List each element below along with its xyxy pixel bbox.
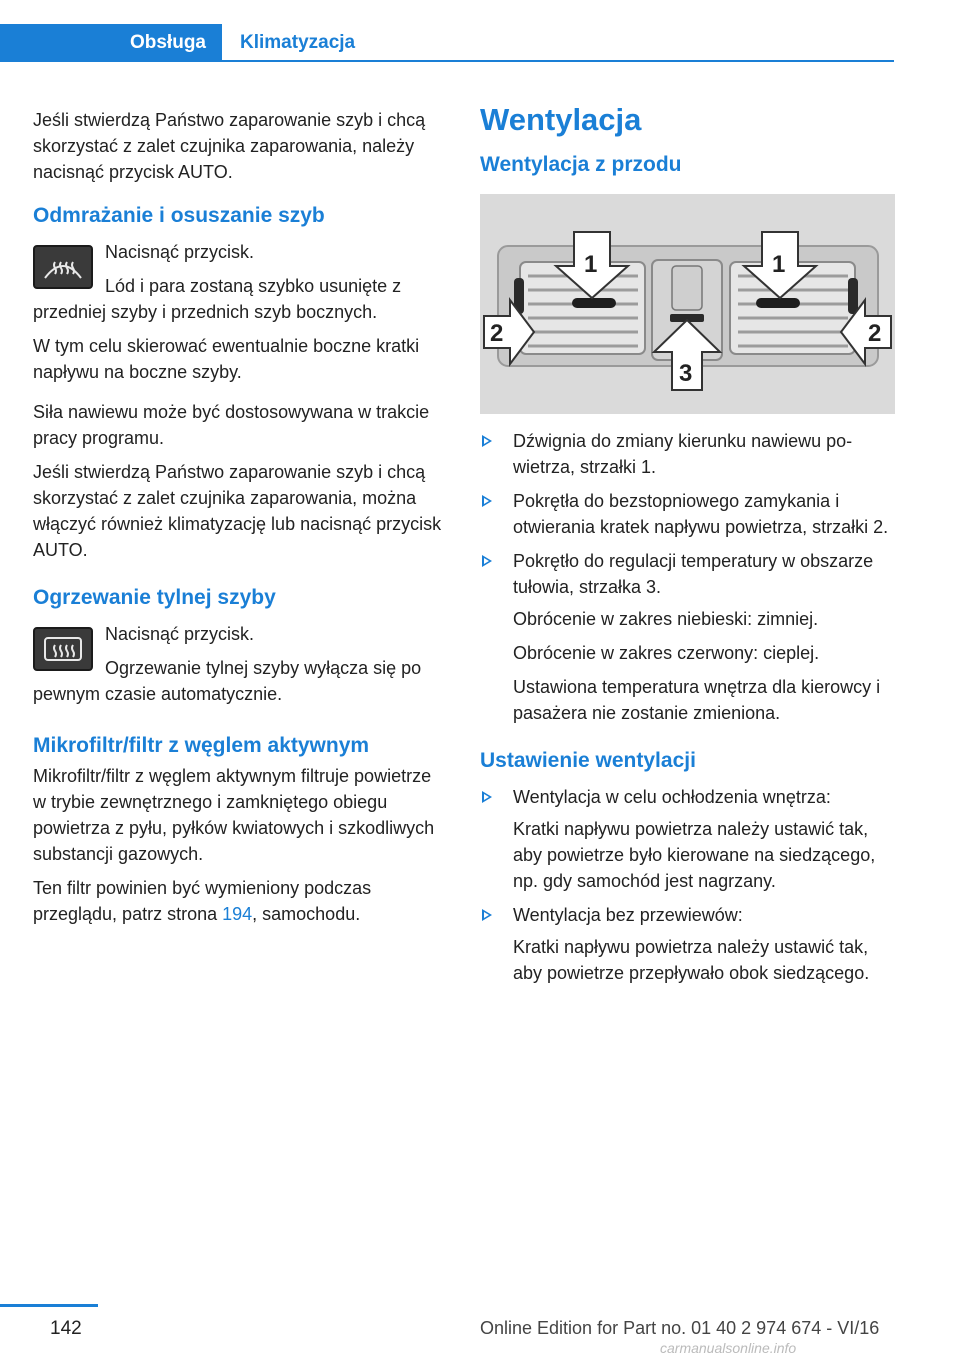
defrost-p1: Nacisnąć przycisk.	[105, 242, 255, 262]
arrow-3-label: 3	[679, 360, 693, 387]
arrow-2-right-label: 2	[868, 320, 882, 347]
list-item: Dźwignia do zmiany kierunku nawiewu powietrza, strzałki 1.	[480, 428, 896, 480]
filter-heading: Mikrofiltr/filtr z węglem aktywnym	[33, 734, 370, 757]
list-item: Pokrętło do regulacji temperatury w obszarze tułowia, strzałka 3. Obrócenie w zakres niebieski: zimniej. Obrócenie w zakres czerwony: cieplej. Ustawiona temperatura wnętrza dla kierowcy i pasażera nie zostanie zmieniona.	[480, 548, 896, 726]
defrost-heading: Odmrażanie i osuszanie szyb	[33, 204, 325, 227]
defrost-p3: W tym celu skierować ewentualnie boczne kratki napływu na boczne szyby.	[33, 336, 420, 382]
left-column	[33, 107, 445, 935]
tab-obsluga[interactable]: Obsługa	[0, 24, 222, 62]
vent-illustration	[480, 194, 895, 414]
setting-heading: Ustawienie wentylacji	[480, 749, 696, 772]
edition-text: Online Edition for Part no. 01 40 2 974 674 - VI/16	[480, 1318, 880, 1338]
defrost-p2: Lód i para zostaną szybko usunięte z przedniej szyby i przednich szyb bocznych.	[33, 276, 402, 322]
rear-window-heating-icon	[33, 627, 93, 671]
arrow-2-left-label: 2	[490, 320, 504, 347]
tab-klimatyzacja[interactable]: Klimatyzacja	[240, 32, 356, 53]
rear-heating-block	[33, 621, 445, 707]
arrow-1-left-label: 1	[584, 251, 598, 278]
vent-figure	[480, 194, 895, 414]
triangle-bullet-icon	[482, 791, 492, 803]
filter-p2	[33, 875, 445, 927]
sub-paragraph: Kratki napływu powietrza należy ustawić tak, aby powietrze przepływało obok siedzącego.	[513, 937, 870, 983]
filter-p2-text: Ten filtr powinien być wymieniony podczas przeglądu, patrz strona	[33, 878, 372, 924]
rear-heating-p1: Nacisnąć przycisk.	[105, 624, 255, 644]
defrost-p5: Jeśli stwierdzą Państwo zaparowanie szyb i chcą skorzystać z zalet czujnika zaparowania, można włączyć również klimatyzację lub nacisnąć przycisk AUTO.	[33, 462, 442, 560]
filter-p1: Mikrofiltr/filtr z węglem aktywnym filtruje powietrze w trybie zewnętrznego i zamkniętego obiegu powietrza z pyłu, pyłków kwiatowych i szkodliwych substancji gazowych.	[33, 766, 435, 864]
sub-paragraph: Ustawiona temperatura wnętrza dla kierowcy i pasażera nie zostanie zmieniona.	[513, 677, 881, 723]
watermark: carmanualsonline.info	[660, 1340, 797, 1356]
footer-divider	[0, 1304, 98, 1307]
arrow-1-right-label: 1	[772, 251, 786, 278]
front-ventilation-subtitle: Wentylacja z przodu	[480, 153, 682, 176]
triangle-bullet-icon	[482, 435, 492, 447]
filter-p2-tail: , samochodu.	[252, 904, 361, 924]
ventilation-title: Wentylacja	[480, 102, 642, 137]
defrost-block	[33, 239, 445, 325]
vent-controls-list	[480, 428, 896, 726]
page-number: 142	[50, 1318, 82, 1339]
list-item: Wentylacja bez przewiewów: Kratki napływu powietrza należy ustawić tak, aby powietrze przepływało obok siedzącego.	[480, 902, 896, 986]
windshield-defrost-icon	[33, 245, 93, 289]
setting-list	[480, 784, 896, 986]
triangle-bullet-icon	[482, 555, 492, 567]
intro-paragraph: Jeśli stwierdzą Państwo zaparowanie szyb i chcą skorzystać z zalet czujnika zaparowania, należy nacisnąć przycisk AUTO.	[33, 110, 426, 182]
header-divider	[222, 60, 894, 62]
triangle-bullet-icon	[482, 495, 492, 507]
right-column	[480, 100, 896, 994]
sub-paragraph: Obrócenie w zakres niebieski: zimniej.	[513, 609, 819, 629]
triangle-bullet-icon	[482, 909, 492, 921]
rear-heating-heading: Ogrzewanie tylnej szyby	[33, 586, 276, 609]
sub-paragraph: Kratki napływu powietrza należy ustawić tak, aby powietrze było kierowane na siedzącego, np. gdy samochód jest nagrzany.	[513, 819, 876, 891]
page-header	[0, 0, 960, 64]
sub-paragraph: Obrócenie w zakres czerwony: cieplej.	[513, 643, 820, 663]
list-item: Pokrętła do bezstopniowego zamykania i otwierania kratek napływu powietrza, strzałki 2.	[480, 488, 896, 540]
defrost-p4: Siła nawiewu może być dostosowywana w trakcie pracy programu.	[33, 402, 430, 448]
rear-heating-p2: Ogrzewanie tylnej szyby wyłącza się po pewnym czasie automatycznie.	[33, 658, 422, 704]
page-link-194[interactable]: 194	[222, 904, 253, 924]
list-item: Wentylacja w celu ochłodzenia wnętrza: Kratki napływu powietrza należy ustawić tak, aby powietrze było kierowane na siedzącego, np. gdy samochód jest nagrzany.	[480, 784, 896, 894]
